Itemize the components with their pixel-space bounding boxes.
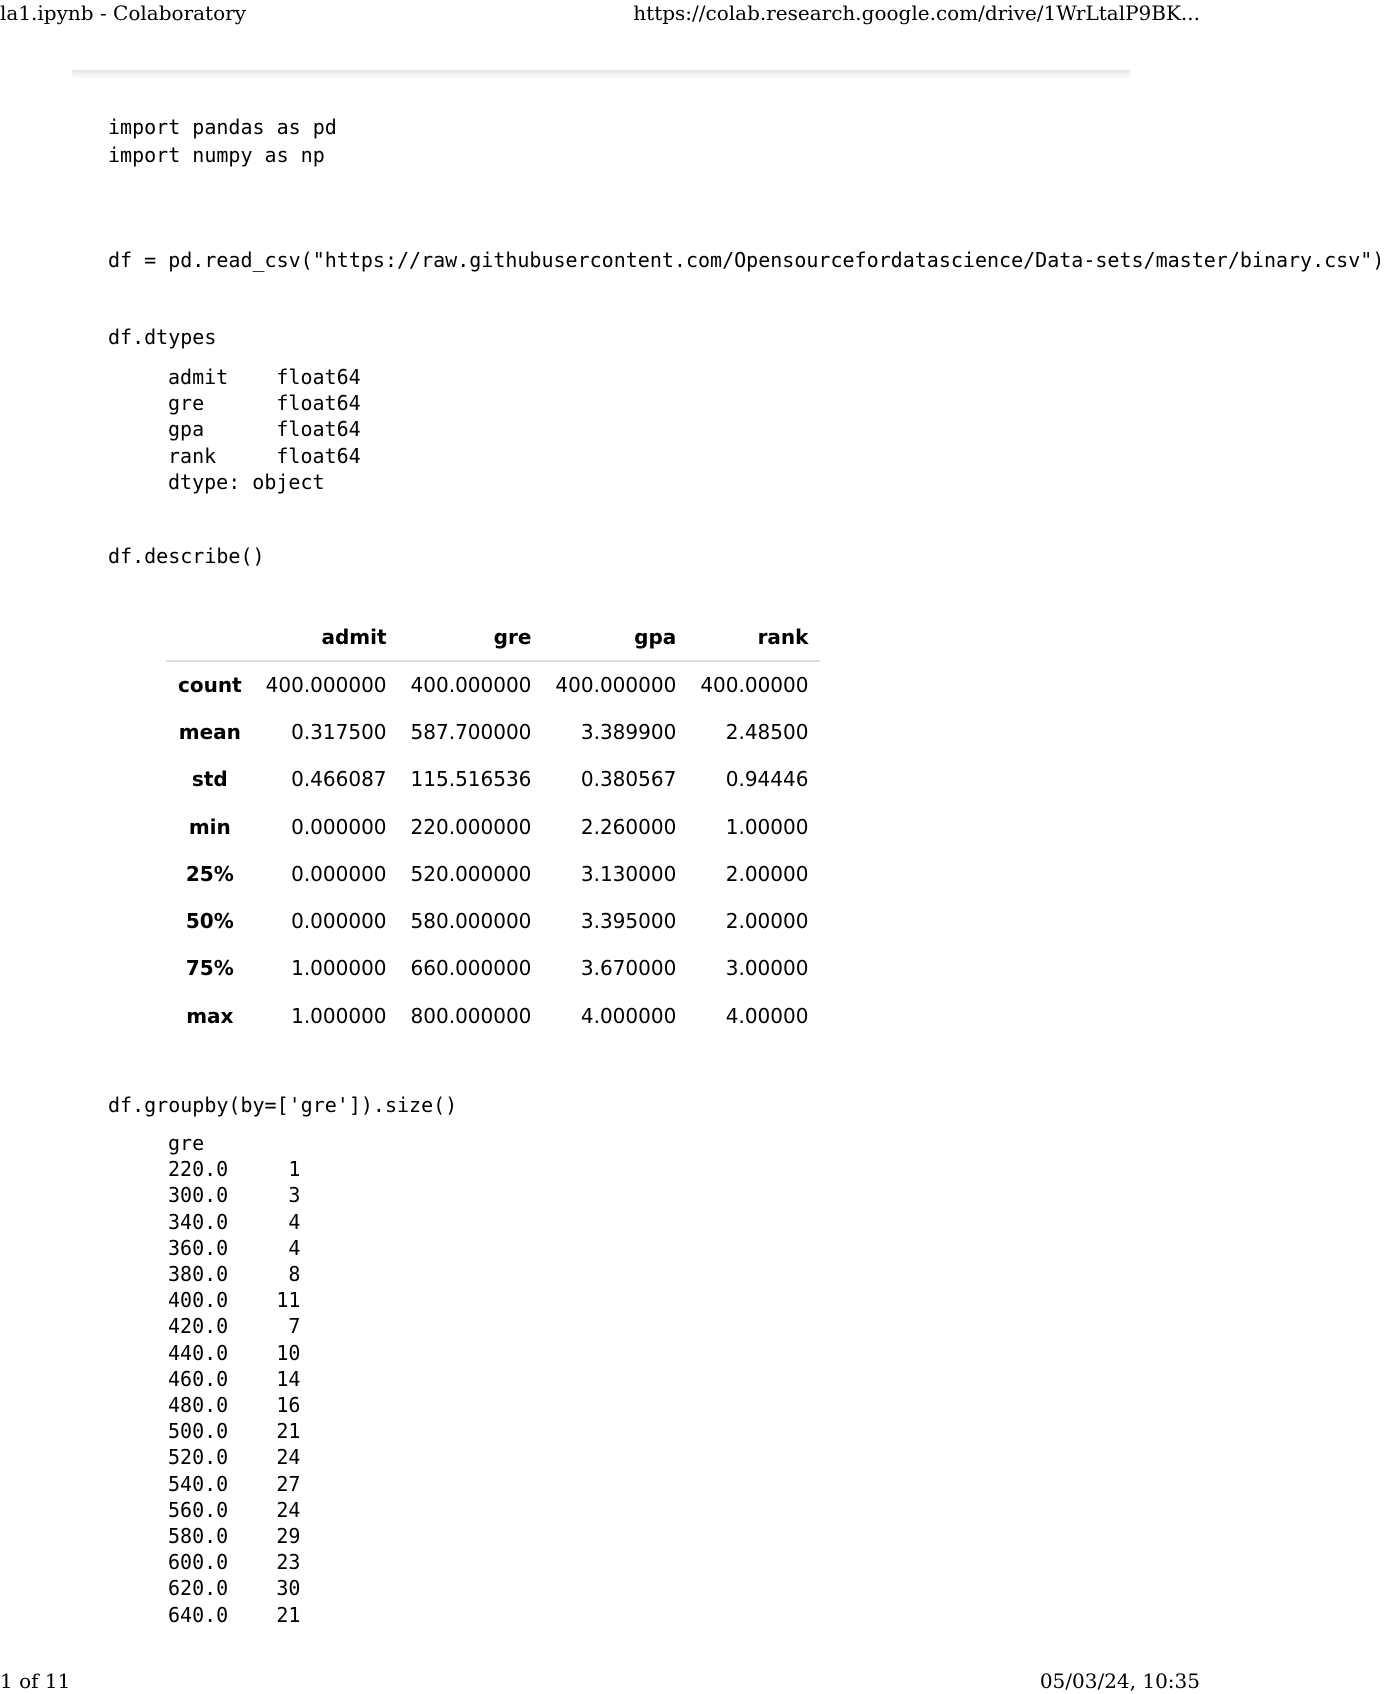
table-cell: 4.00000	[725, 1003, 809, 1028]
table-cell: 0.94446	[725, 767, 809, 792]
table-cell: 400.000000	[410, 673, 532, 698]
table-cell: 1.000000	[291, 956, 387, 981]
table-cell: 587.700000	[410, 719, 532, 744]
table-row	[166, 708, 820, 755]
table-cell: 400.000000	[555, 673, 677, 698]
table-cell: 220.000000	[410, 814, 532, 839]
describe-output-table	[166, 614, 820, 1039]
table-header-index	[166, 614, 254, 661]
table-row	[166, 945, 820, 992]
row-label: min	[188, 814, 231, 839]
table-row	[166, 992, 820, 1039]
row-label: count	[178, 673, 242, 698]
table-row	[166, 661, 820, 708]
table-cell: 520.000000	[410, 861, 532, 886]
output-groupby: gre 220.0 1 300.0 3 340.0 4 360.0 4 380.0 8 400.0 11 420.0 7 440.0 10 460.0 14 480.0 16 500.0 21 520.0 24 540.0 27 560.0 24 580.0 29 600.0 23 620.0 30 640.0 21	[168, 1131, 301, 1627]
print-footer-page: 1 of 11	[0, 1669, 71, 1693]
table-cell: 2.48500	[725, 719, 809, 744]
code-cell-dtypes: df.dtypes	[108, 325, 217, 349]
table-header-gre: gre	[399, 614, 544, 661]
table-cell: 2.00000	[725, 861, 809, 886]
print-header-url: https://colab.research.google.com/drive/1WrLtalP9BK...	[633, 1, 1200, 25]
table-cell: 1.00000	[725, 814, 809, 839]
table-row	[166, 850, 820, 897]
print-footer-datetime: 05/03/24, 10:35	[1039, 1669, 1200, 1693]
row-label: 50%	[185, 909, 234, 934]
row-label: max	[186, 1003, 234, 1028]
table-header-gpa: gpa	[543, 614, 688, 661]
table-row	[166, 756, 820, 803]
table-cell: 4.000000	[580, 1003, 677, 1028]
row-label: 75%	[185, 956, 234, 981]
table-cell: 0.000000	[291, 861, 387, 886]
table-cell: 580.000000	[410, 909, 532, 934]
table-cell: 0.000000	[291, 814, 387, 839]
table-cell: 2.260000	[580, 814, 677, 839]
code-cell-read-csv: df = pd.read_csv("https://raw.githubusercontent.com/Opensourcefordatascience/Data-sets/master/binary.csv")	[108, 248, 1384, 272]
table-cell: 3.389900	[580, 719, 677, 744]
table-header-rank: rank	[688, 614, 820, 661]
table-row	[166, 897, 820, 944]
table-cell: 3.130000	[580, 861, 677, 886]
table-cell: 400.000000	[265, 673, 387, 698]
row-label: 25%	[185, 861, 234, 886]
output-dtypes: admit float64 gre float64 gpa float64 rank float64 dtype: object	[168, 365, 361, 494]
row-label: std	[191, 767, 228, 792]
code-cell-imports: import pandas as pd import numpy as np	[108, 115, 337, 167]
row-label: mean	[178, 719, 241, 744]
table-cell: 3.395000	[580, 909, 677, 934]
table-cell: 800.000000	[410, 1003, 532, 1028]
table-cell: 2.00000	[725, 909, 809, 934]
table-cell: 1.000000	[291, 1003, 387, 1028]
table-cell: 115.516536	[410, 767, 532, 792]
table-cell: 660.000000	[410, 956, 532, 981]
notebook-top-border	[72, 70, 1130, 76]
table-cell: 0.000000	[291, 909, 387, 934]
table-cell: 0.317500	[291, 719, 387, 744]
table-cell: 3.670000	[580, 956, 677, 981]
table-cell: 0.466087	[291, 767, 387, 792]
print-header-title: la1.ipynb - Colaboratory	[0, 1, 246, 25]
table-header-admit: admit	[254, 614, 399, 661]
table-cell: 0.380567	[580, 767, 677, 792]
table-row	[166, 803, 820, 850]
table-header-row	[166, 614, 820, 661]
code-cell-describe: df.describe()	[108, 544, 265, 568]
table-cell: 400.00000	[700, 673, 809, 698]
table-cell: 3.00000	[725, 956, 809, 981]
code-cell-groupby: df.groupby(by=['gre']).size()	[108, 1093, 458, 1117]
